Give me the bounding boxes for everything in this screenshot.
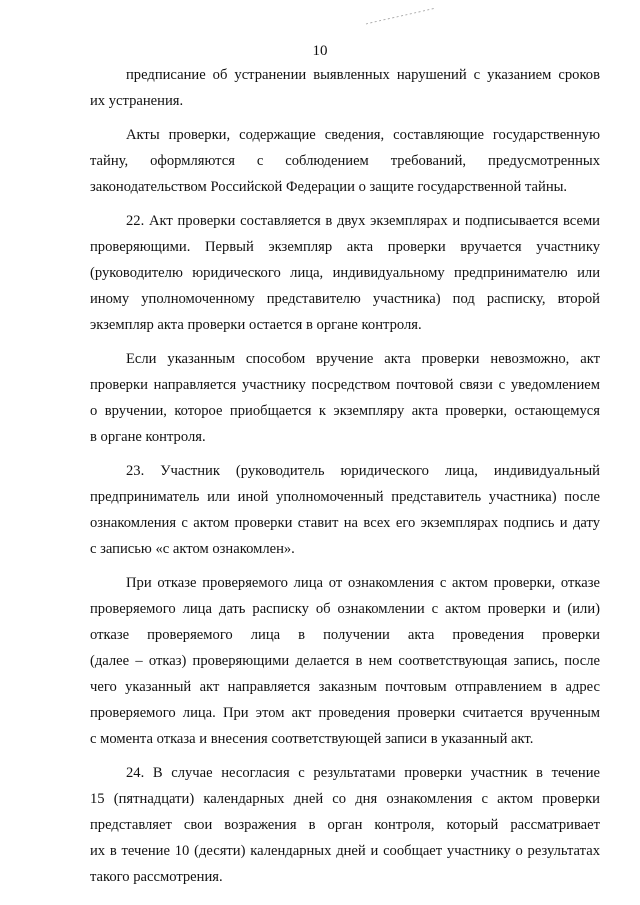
text-line: проверяемого лица. При этом акт проведения проверки считается врученным (90, 705, 600, 721)
text-line: в органе контроля. (90, 429, 206, 445)
text-line: представляет свои возражения в орган контроля, который рассматривает (90, 817, 600, 833)
text-line: предприниматель или иной уполномоченный представитель участника) после (90, 489, 600, 505)
text-line: с момента отказа и внесения соответствующей записи в указанный акт. (90, 731, 534, 747)
text-line: предписание об устранении выявленных нарушений с указанием сроков (126, 67, 600, 83)
paragraph-6 (90, 570, 600, 752)
text-line: тайну, оформляются с соблюдением требований, предусмотренных (90, 153, 600, 169)
text-line: 15 (пятнадцати) календарных дней со дня ознакомления с актом проверки (90, 791, 600, 807)
text-line: Если указанным способом вручение акта проверки невозможно, акт (126, 351, 600, 367)
text-line: 24. В случае несогласия с результатами проверки участник в течение (126, 765, 600, 781)
text-line: Акты проверки, содержащие сведения, составляющие государственную (126, 127, 600, 143)
text-line: При отказе проверяемого лица от ознакомления с актом проверки, отказе (126, 575, 600, 591)
text-line: отказе проверяемого лица в получении акта проведения проверки (90, 627, 600, 643)
text-line: ознакомления с актом проверки ставит на всех его экземплярах подпись и дату (90, 515, 600, 531)
pen-stroke-mark (362, 6, 440, 28)
text-line: (руководителю юридического лица, индивидуальному предпринимателю или (90, 265, 600, 281)
page-number: 10 (312, 43, 328, 59)
paragraph-4 (90, 346, 600, 450)
text-line: такого рассмотрения. (90, 869, 223, 885)
text-line: (далее – отказ) проверяющими делается в нем соответствующая запись, после (90, 653, 600, 669)
text-line: проверяемого лица дать расписку об ознакомлении с актом проверки и (или) (90, 601, 600, 617)
text-line: о вручении, которое приобщается к экземпляру акта проверки, остающемуся (90, 403, 600, 419)
text-line: их в течение 10 (десяти) календарных дней и сообщает участнику о результатах (90, 843, 600, 859)
paragraph-1 (90, 62, 600, 114)
text-line: 23. Участник (руководитель юридического лица, индивидуальный (126, 463, 600, 479)
text-line: законодательством Российской Федерации о защите государственной тайны. (90, 179, 568, 195)
text-line: 22. Акт проверки составляется в двух экземплярах и подписывается всеми (126, 213, 600, 229)
text-line: чего указанный акт направляется заказным почтовым отправлением в адрес (90, 679, 600, 695)
paragraph-5-clause-23 (90, 458, 600, 562)
document-body (90, 62, 600, 890)
paragraph-2 (90, 122, 600, 200)
paragraph-7-clause-24 (90, 760, 600, 890)
text-line: экземпляр акта проверки остается в органе контроля. (90, 317, 422, 333)
text-line: проверки направляется участнику посредством почтовой связи с уведомлением (90, 377, 600, 393)
text-line: проверяющими. Первый экземпляр акта проверки вручается участнику (90, 239, 600, 255)
text-line: их устранения. (90, 93, 184, 109)
paragraph-3-clause-22 (90, 208, 600, 338)
text-line: с записью «с актом ознакомлен». (90, 541, 295, 557)
text-line: иному уполномоченному представителю участника) под расписку, второй (90, 291, 600, 307)
